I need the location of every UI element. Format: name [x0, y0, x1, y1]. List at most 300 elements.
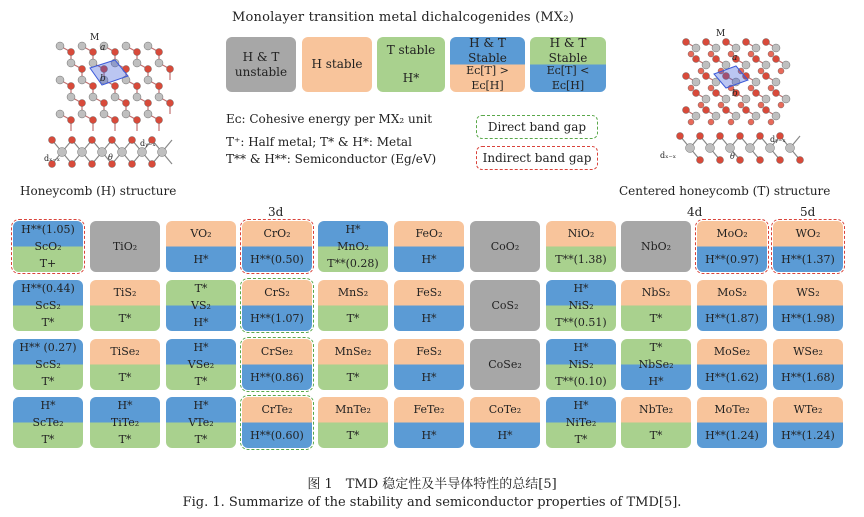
atom	[89, 137, 96, 144]
cell-top-text: CrO₂	[263, 227, 291, 241]
atom	[768, 119, 774, 125]
atom	[98, 148, 107, 157]
right-structure-label: Centered honeycomb (T) structure	[619, 184, 831, 198]
cell-top-text: CrS₂	[264, 286, 290, 300]
cell-top-text: WSe₂	[793, 345, 823, 359]
period-5d: 5d	[800, 205, 816, 219]
legend-unstable	[226, 37, 296, 92]
cell-top-text: MoS₂	[717, 286, 747, 300]
atom	[702, 95, 710, 103]
atom	[777, 157, 784, 164]
note-cohesive: Eᴄ: Cohesive energy per MX₂ unit	[226, 112, 433, 126]
atom	[133, 93, 141, 101]
tmd-cell	[697, 221, 767, 272]
atom	[763, 107, 770, 114]
cell-mid-text: CoSe₂	[488, 358, 522, 371]
cell-top-text: H** (0.27)	[19, 341, 77, 354]
atom	[717, 157, 724, 164]
atom	[703, 39, 710, 46]
atom	[122, 42, 130, 50]
atom	[703, 73, 710, 80]
tmd-cell	[470, 397, 540, 448]
cell-top-text: H*	[573, 399, 589, 412]
atom	[773, 56, 780, 63]
cell-bot-text: T*	[41, 316, 55, 329]
atom	[683, 73, 690, 80]
atom	[167, 100, 174, 107]
cell-top-text: WS₂	[796, 286, 820, 300]
cell-top-text: H*	[117, 399, 133, 412]
atom	[797, 157, 804, 164]
atom	[155, 93, 163, 101]
atom	[112, 83, 119, 90]
atom	[134, 117, 141, 124]
cell-top-text: NiO₂	[567, 227, 595, 241]
atom	[732, 112, 740, 120]
tmd-cell	[697, 280, 767, 331]
atom	[101, 100, 108, 107]
atom	[708, 51, 714, 57]
atom	[748, 119, 754, 125]
atom	[773, 90, 780, 97]
atom	[722, 61, 730, 69]
atom	[752, 112, 760, 120]
atom	[742, 95, 750, 103]
caption-english: Fig. 1. Summarize of the stability and semiconductor properties of TMD[5].	[182, 495, 682, 510]
atom	[129, 161, 136, 168]
cell-top-text: FeS₂	[416, 345, 442, 359]
tmd-cell	[90, 339, 160, 390]
cell-mid-text: MnO₂	[337, 240, 369, 253]
atom	[758, 68, 764, 74]
cell-top-text: TiS₂	[113, 286, 137, 300]
cell-bot-text: T*	[41, 433, 55, 446]
cell-bot-text: H**(1.07)	[250, 311, 304, 325]
cell-bot-text: H**(0.97)	[705, 252, 759, 266]
period-3d: 3d	[268, 205, 284, 219]
atom	[79, 100, 86, 107]
cell-bot-text: T+	[39, 257, 57, 270]
tmd-cell	[773, 339, 843, 390]
cell-top-text: WTe₂	[793, 403, 823, 417]
atom	[712, 112, 720, 120]
note-metal: T⁺: Half metal; T* & H*: Metal	[226, 135, 412, 149]
tmd-cell	[13, 280, 83, 331]
cell-top-text: CoTe₂	[488, 403, 522, 417]
atom	[78, 110, 86, 118]
tmd-cell	[470, 339, 540, 390]
atom	[723, 107, 730, 114]
cell-top-text: H*	[345, 223, 361, 236]
legend-ht1-sub: Eᴄ[T] > Eᴄ[H]	[466, 64, 509, 92]
atom	[746, 144, 755, 153]
tmd-cell	[546, 397, 616, 448]
cell-mid-text: NiS₂	[568, 358, 594, 371]
atom	[706, 144, 715, 153]
cell-top-text: VO₂	[190, 227, 212, 241]
atom	[732, 44, 740, 52]
legend-t-stable-label: T stable	[386, 43, 436, 58]
cell-bot-text: T*	[346, 370, 360, 384]
cell-bot-text: H**(0.50)	[250, 252, 304, 266]
cell-bot-text: H*	[421, 370, 437, 384]
atom	[718, 102, 724, 108]
cell-bot-text: H*	[193, 316, 209, 329]
cell-bot-text: H**(1.37)	[781, 252, 835, 266]
atom	[89, 161, 96, 168]
atom	[723, 39, 730, 46]
cell-bot-text: H**(1.98)	[781, 311, 835, 325]
atom	[698, 102, 704, 108]
cell-mid-text: ScO₂	[34, 240, 62, 253]
atom	[782, 95, 790, 103]
atom	[758, 102, 764, 108]
cell-bot-text: T*	[118, 433, 132, 446]
atom	[692, 112, 700, 120]
tmd-cell	[90, 397, 160, 448]
cell-bot-text: H*	[421, 311, 437, 325]
tmd-cell	[242, 221, 312, 272]
tmd-cell	[242, 339, 312, 390]
label-theta-t: θ	[730, 152, 735, 161]
atom	[683, 39, 690, 46]
atom	[712, 44, 720, 52]
atom	[766, 144, 775, 153]
atom	[717, 133, 724, 140]
tmd-cell	[470, 221, 540, 272]
cell-bot-text: H**(1.24)	[705, 428, 759, 442]
cell-mid-text: NiS₂	[568, 299, 594, 312]
atom	[772, 112, 780, 120]
atom	[156, 117, 163, 124]
cell-bot-text: T**(1.38)	[555, 252, 607, 266]
label-a-t: a	[732, 53, 738, 63]
cell-top-text: H**(1.05)	[21, 223, 75, 236]
cell-mid-text: CoO₂	[490, 240, 520, 253]
atom	[138, 148, 147, 157]
atom	[158, 148, 167, 157]
left-structure-label: Honeycomb (H) structure	[20, 184, 177, 198]
atom	[56, 42, 64, 50]
legend-t-stable-bot	[377, 65, 445, 93]
label-dyx-t: dᵧ₋ₓ	[770, 135, 786, 144]
legend-t-stable	[377, 37, 445, 92]
cell-bot-text: H*	[497, 428, 513, 442]
legend-ht1-label: H & T Stable	[468, 37, 507, 65]
cell-bot-text: H*	[193, 252, 209, 266]
atom	[134, 83, 141, 90]
cell-mid-text: ScTe₂	[32, 416, 64, 429]
label-dxx: dₓ₋ₓ	[44, 154, 61, 163]
cell-top-text: MoTe₂	[714, 403, 750, 417]
atom	[78, 42, 86, 50]
atom	[90, 49, 97, 56]
cell-top-text: MoSe₂	[713, 345, 751, 359]
tmd-cell	[13, 397, 83, 448]
cell-top-text: MoO₂	[716, 227, 748, 241]
cell-top-text: H*	[193, 341, 209, 354]
tmd-cell	[13, 339, 83, 390]
cell-top-text: T*	[194, 282, 208, 295]
atom	[144, 110, 152, 118]
atom	[688, 51, 694, 57]
cell-bot-text: H**(1.87)	[705, 311, 759, 325]
atom	[78, 76, 86, 84]
atom	[692, 78, 700, 86]
label-dxx-t: dₓ₋ₓ	[660, 151, 677, 160]
atom	[144, 42, 152, 50]
atom	[752, 78, 760, 86]
cell-top-text: CrSe₂	[260, 345, 294, 359]
atom	[90, 117, 97, 124]
atom	[786, 144, 795, 153]
tmd-cell	[166, 221, 236, 272]
honeycomb-structure-image	[20, 28, 190, 178]
cell-mid-text: TiTe₂	[110, 416, 140, 429]
atom	[757, 157, 764, 164]
cell-bot-text: T*	[118, 311, 132, 325]
atom	[683, 107, 690, 114]
cell-top-text: H*	[40, 399, 56, 412]
cell-top-text: NbTe₂	[638, 403, 674, 417]
atom	[118, 148, 127, 157]
legend-direct-gap-label: Direct band gap	[487, 120, 587, 134]
cell-mid-text: VS₂	[191, 299, 211, 312]
tmd-cell	[621, 221, 691, 272]
atom	[69, 161, 76, 168]
atom	[697, 157, 704, 164]
legend-indirect-gap-label: Indirect band gap	[482, 151, 592, 165]
tmd-cell	[318, 397, 388, 448]
cell-bot-text: T*	[346, 428, 360, 442]
cell-bot-text: T*	[41, 375, 55, 388]
tmd-cell	[394, 280, 464, 331]
tmd-cell	[242, 280, 312, 331]
atom	[762, 95, 770, 103]
tmd-cell	[546, 339, 616, 390]
label-theta: θ	[108, 153, 113, 162]
atom	[90, 83, 97, 90]
cell-top-text: FeO₂	[415, 227, 443, 241]
label-b-t: b	[732, 89, 738, 99]
tmd-cell	[621, 397, 691, 448]
cell-bot-text: T*	[649, 428, 663, 442]
legend-ht2-label: H & T Stable	[548, 37, 588, 65]
atom	[693, 90, 700, 97]
cell-mid-text: NbSe₂	[638, 358, 674, 371]
cell-top-text: MnTe₂	[335, 403, 371, 417]
atom	[708, 119, 714, 125]
atom	[708, 85, 714, 91]
cell-top-text: H*	[573, 282, 589, 295]
atom	[713, 90, 720, 97]
atom	[743, 39, 750, 46]
atom	[100, 110, 108, 118]
tmd-cell	[773, 221, 843, 272]
tmd-cell	[318, 280, 388, 331]
legend-ht-stable-1	[450, 37, 525, 92]
atom	[748, 85, 754, 91]
cell-bot-text: T*	[194, 433, 208, 446]
legend-ht2-sub: Eᴄ[T] < Eᴄ[H]	[546, 64, 590, 92]
cell-bot-text: T*	[649, 311, 663, 325]
atom	[742, 61, 750, 69]
atom	[778, 68, 784, 74]
cell-bot-text: T*	[118, 370, 132, 384]
tmd-cell	[318, 221, 388, 272]
cell-top-text: FeS₂	[416, 286, 442, 300]
atom	[156, 49, 163, 56]
cell-bot-text: H**(1.62)	[705, 370, 759, 384]
centered-honeycomb-structure-image	[652, 24, 822, 174]
h-top-view	[56, 42, 174, 131]
atom	[697, 133, 704, 140]
cell-bot-text: T**(0.10)	[555, 375, 607, 388]
period-4d: 4d	[687, 205, 703, 219]
atom	[772, 78, 780, 86]
cell-bot-text: T**(0.28)	[327, 257, 379, 270]
atom	[134, 49, 141, 56]
tmd-cell	[242, 397, 312, 448]
atom	[752, 44, 760, 52]
cell-top-text: TiSe₂	[110, 345, 140, 359]
cell-bot-text: T*	[194, 375, 208, 388]
cell-top-text: H*	[193, 399, 209, 412]
legend-t-stable-sub: H*	[402, 70, 420, 85]
cell-mid-text: VSe₂	[187, 358, 215, 371]
note-semiconductor: T** & H**: Semiconductor (Eg/eV)	[226, 152, 437, 166]
atom	[692, 44, 700, 52]
atom	[686, 144, 695, 153]
atom	[67, 59, 75, 67]
cell-top-text: H**(0.44)	[21, 282, 75, 295]
atom	[112, 49, 119, 56]
label-M: M	[90, 33, 100, 43]
atom	[67, 93, 75, 101]
cell-bot-text: T*	[346, 311, 360, 325]
tmd-cell	[773, 280, 843, 331]
tmd-cell	[394, 397, 464, 448]
legend-unstable-label: H & T unstable	[234, 49, 288, 79]
atom	[133, 59, 141, 67]
tmd-cell	[318, 339, 388, 390]
atom	[728, 119, 734, 125]
atom	[145, 100, 152, 107]
cell-mid-text: CoS₂	[491, 299, 519, 312]
atom	[738, 102, 744, 108]
atom	[123, 100, 130, 107]
legend-ht-stable-2	[530, 37, 606, 92]
cell-bot-text: H*	[648, 375, 664, 388]
tmd-cell	[546, 221, 616, 272]
atom	[677, 133, 684, 140]
tmd-cell	[90, 221, 160, 272]
tmd-cell	[166, 339, 236, 390]
atom	[145, 66, 152, 73]
tmd-cell	[546, 280, 616, 331]
atom	[111, 93, 119, 101]
cell-top-text: WO₂	[795, 227, 821, 241]
atom	[144, 76, 152, 84]
atom	[753, 90, 760, 97]
cell-top-text: CrTe₂	[261, 403, 293, 417]
cell-mid-text: NiTe₂	[565, 416, 597, 429]
cell-bot-text: H**(1.24)	[781, 428, 835, 442]
label-a: a	[100, 43, 106, 53]
atom	[156, 83, 163, 90]
label-M-t: M	[716, 29, 726, 39]
tmd-cell	[697, 397, 767, 448]
tmd-cell	[90, 280, 160, 331]
tmd-cell	[621, 339, 691, 390]
cell-bot-text: H*	[421, 428, 437, 442]
tmd-cell	[166, 397, 236, 448]
cell-bot-text: H*	[421, 252, 437, 266]
atom	[757, 133, 764, 140]
atom	[702, 61, 710, 69]
cell-mid-text: ScS₂	[35, 299, 61, 312]
atom	[68, 117, 75, 124]
cell-top-text: MnS₂	[337, 286, 369, 300]
atom	[79, 66, 86, 73]
cell-top-text: MnSe₂	[334, 345, 372, 359]
atom	[68, 83, 75, 90]
atom	[722, 95, 730, 103]
atom	[737, 157, 744, 164]
atom	[768, 51, 774, 57]
atom	[149, 161, 156, 168]
tmd-cell	[470, 280, 540, 331]
atom	[713, 56, 720, 63]
atom	[155, 59, 163, 67]
atom	[112, 117, 119, 124]
atom	[109, 137, 116, 144]
legend-direct-gap	[476, 115, 598, 139]
tmd-cell	[621, 280, 691, 331]
tmd-cell	[394, 339, 464, 390]
tmd-cell	[697, 339, 767, 390]
atom	[56, 110, 64, 118]
atom	[768, 85, 774, 91]
atom	[129, 137, 136, 144]
tmd-cell	[773, 397, 843, 448]
atom	[68, 49, 75, 56]
cell-bot-text: H**(0.60)	[250, 428, 304, 442]
atom	[743, 107, 750, 114]
atom	[693, 56, 700, 63]
atom	[753, 56, 760, 63]
cell-bot-text: T**(0.51)	[555, 316, 607, 329]
cell-top-text: H*	[573, 341, 589, 354]
atom	[782, 61, 790, 69]
atom	[737, 133, 744, 140]
atom	[89, 93, 97, 101]
cell-bot-text: H**(0.86)	[250, 370, 304, 384]
cell-mid-text: TiO₂	[112, 240, 138, 253]
atom	[772, 44, 780, 52]
legend-h-stable-label: H stable	[311, 57, 363, 71]
cell-top-text: FeTe₂	[413, 403, 445, 417]
atom	[56, 76, 64, 84]
cell-top-text: T*	[649, 341, 663, 354]
atom	[49, 137, 56, 144]
atom	[763, 39, 770, 46]
atom	[703, 107, 710, 114]
atom	[762, 61, 770, 69]
atom	[778, 102, 784, 108]
cell-top-text: NbS₂	[641, 286, 671, 300]
atom	[688, 119, 694, 125]
